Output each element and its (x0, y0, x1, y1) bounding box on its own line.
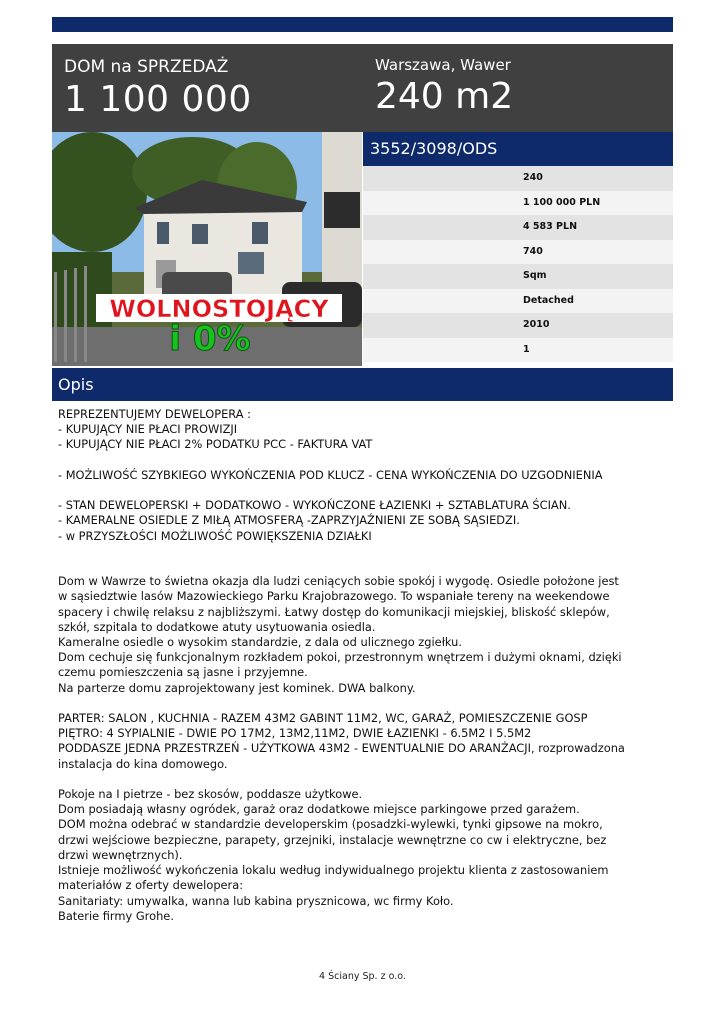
property-row: 1 100 000 PLN (363, 191, 673, 216)
listing-header (52, 44, 673, 132)
property-photo (52, 132, 362, 366)
property-row: 4 583 PLN (363, 215, 673, 240)
property-row: Sqm (363, 264, 673, 289)
property-row: 740 (363, 240, 673, 265)
overlay-text-line2: i 0% (169, 319, 251, 359)
header-right (375, 55, 513, 117)
house-illustration (52, 132, 362, 366)
property-row: 1 (363, 338, 673, 363)
property-details-table (363, 166, 673, 362)
company-footer: 4 Ściany Sp. z o.o. (319, 971, 406, 982)
property-row: Detached (363, 289, 673, 314)
price-headline: 1 100 000 (64, 79, 252, 120)
property-row: 2010 (363, 313, 673, 338)
reference-number: 3552/3098/ODS (363, 132, 673, 166)
property-type-label: DOM na SPRZEDAŻ (64, 57, 229, 77)
overlay-text-line1: WOLNOSTOJĄCY (109, 295, 329, 323)
area-headline: 240 m2 (375, 76, 514, 117)
top-accent-bar (52, 17, 673, 32)
section-title-opis: Opis (52, 368, 673, 401)
header-left (64, 56, 252, 120)
property-row: 240 (363, 166, 673, 191)
description-text: REPREZENTUJEMY DEWELOPERA : - KUPUJĄCY NIE PŁACI PROWIZJI - KUPUJĄCY NIE PŁACI 2% PODATKU PCC - FAKTURA VAT - MOŻLIWOŚĆ SZYBKIEGO WYKOŃCZENIA POD KLUCZ - CENA WYKOŃCZENIA DO UZGODNIENIA - STAN DEWELOPERSKI + DODATKOWO - WYKOŃCZONE ŁAZIENKI + SZTABLATURA ŚCIAN. - KAMERALNE OSIEDLE Z MIŁĄ ATMOSFERĄ -ZAPRZYJAŹNIENI ZE SOBĄ SĄSIEDZI. - w PRZYSZŁOŚCI MOŻLIWOŚĆ POWIĘKSZENIA DZIAŁKI Dom w Wawrze to świetna okazja dla ludzi ceniących sobie spokój i wygodę. Osiedle położone jest w sąsiedztwie lasów Mazowieckiego Parku Krajobrazowego. To wspaniałe tereny na weekendowe spacery i chwilę relaksu z najbliższymi. Łatwy dostęp do komunikacji miejskiej, bliskość sklepów, szkół, szpitala to dodatkowe atuty usytuowania osiedla. Kameralne osiedle o wysokim standardzie, z dala od ulicznego zgiełku. Dom cechuje się funkcjonalnym rozkładem pokoi, przestronnym wnętrzem i dużymi oknami, dzięki czemu pomieszczenia są jasne i przyjemne. Na parterze domu zaprojektowany jest kominek. DWA balkony. PARTER: SALON , KUCHNIA - RAZEM 43M2 GABINT 11M2, WC, GARAŻ, POMIESZCZENIE GOSP PIĘTRO: 4 SYPIALNIE - DWIE PO 17M2, 13M2,11M2, DWIE ŁAZIENKI - 6.5M2 I 5.5M2 PODDASZE JEDNA PRZESTRZEŃ - UŻYTKOWA 43M2 - EWENTUALNIE DO ARANŻACJI, rozprowadzona instalacja do kina domowego. Pokoje na I pietrze - bez skosów, poddasze użytkowe. Dom posiadają własny ogródek, garaż oraz dodatkowe miejsce parkingowe przed garażem. DOM można odebrać w standardzie developerskim (posadzki-wylewki, tynki gipsowe na mokro, drzwi wejściowe bezpieczne, parapety, grzejniki, instalacje wewnętrzne co cw i elektryczne, bez drzwi wewnętrznych). Istnieje możliwość wykończenia lokalu według indywidualnego projektu klienta z zastosowaniem materiałów z oferty dewelopera: Sanitariaty: umywalka, wanna lub kabina prysznicowa, wc firmy Koło. Baterie firmy Grohe. (58, 407, 625, 923)
location-label: Warszawa, Wawer (375, 56, 511, 74)
